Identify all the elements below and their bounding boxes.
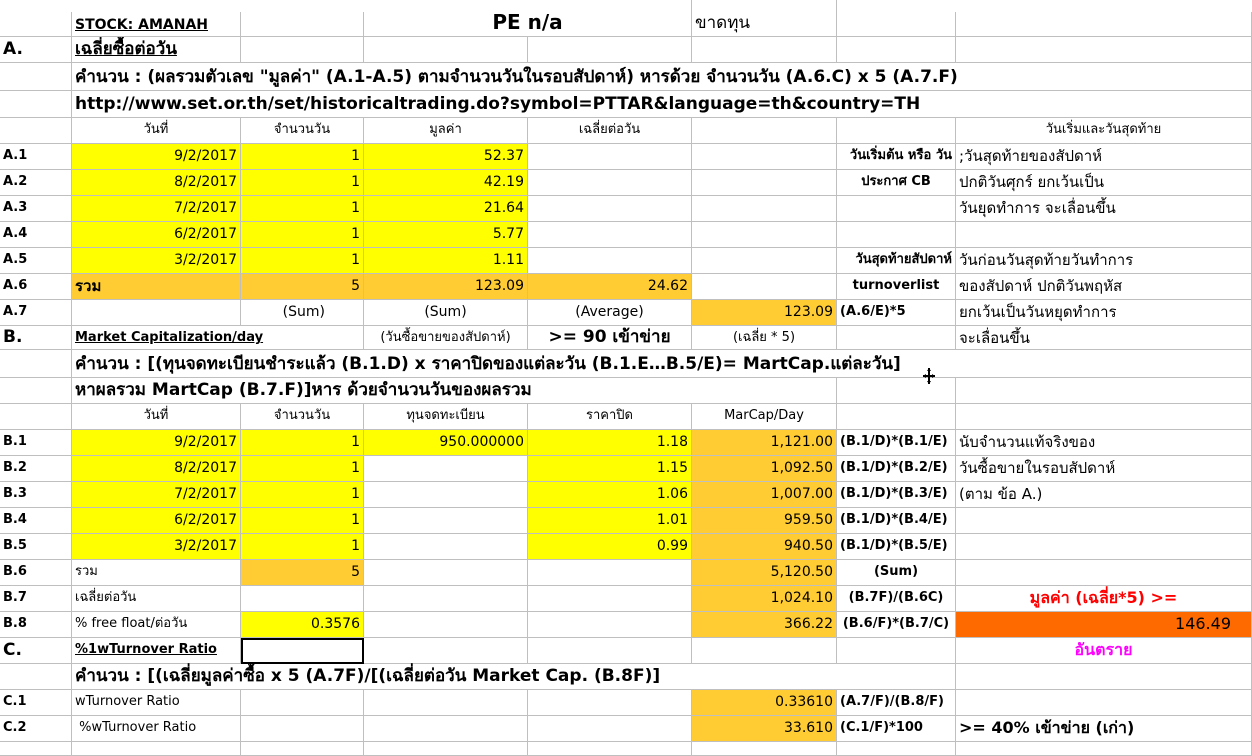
cell[interactable] — [837, 12, 956, 37]
cell[interactable] — [956, 664, 1252, 690]
col-header-date[interactable]: วันที่ — [72, 118, 241, 144]
section-c-code[interactable]: C. — [0, 638, 72, 664]
row-id[interactable]: B.7 — [0, 586, 72, 612]
cell[interactable] — [241, 37, 364, 63]
days-cell[interactable]: 1 — [241, 170, 364, 196]
formula-label[interactable]: (B.1/D)*(B.5/E) — [837, 534, 956, 560]
col-header-avg[interactable]: เฉลี่ยต่อวัน — [528, 118, 692, 144]
sum-label[interactable]: (Sum) — [241, 300, 364, 326]
value-cell[interactable]: 1.11 — [364, 248, 528, 274]
cell[interactable] — [692, 170, 837, 196]
cell[interactable] — [956, 37, 1252, 63]
cell[interactable] — [837, 326, 956, 350]
row-id[interactable]: C.1 — [0, 690, 72, 716]
side-label[interactable]: วันสุดท้ายสัปดาห์ — [837, 248, 956, 274]
selected-cell[interactable] — [241, 638, 364, 664]
col-header-date[interactable]: วันที่ — [72, 404, 241, 430]
formula-label[interactable]: (B.1/D)*(B.3/E) — [837, 482, 956, 508]
cell[interactable] — [364, 456, 528, 482]
cell[interactable] — [0, 91, 72, 118]
note-text[interactable]: จะเลื่อนขึ้น — [956, 326, 1252, 350]
cell[interactable] — [692, 118, 837, 144]
formula-label[interactable]: (A.7/F)/(B.8/F) — [837, 690, 956, 716]
close-price-cell[interactable]: 0.99 — [528, 534, 692, 560]
formula-label[interactable]: (B.1/D)*(B.4/E) — [837, 508, 956, 534]
row-id[interactable]: B.6 — [0, 560, 72, 586]
note-text[interactable]: นับจำนวนแท้จริงของ — [956, 430, 1252, 456]
total-days[interactable]: 5 — [241, 560, 364, 586]
cell[interactable] — [692, 742, 837, 756]
danger-label[interactable]: อันตราย — [956, 638, 1252, 664]
cell[interactable] — [364, 482, 528, 508]
cell[interactable] — [0, 12, 72, 37]
note-text[interactable]: วันก่อนวันสุดท้ายวันทำการ — [956, 248, 1252, 274]
cell[interactable] — [528, 716, 692, 742]
cell[interactable] — [837, 222, 956, 248]
cell[interactable] — [72, 300, 241, 326]
col-header-note[interactable]: วันเริ่มและวันสุดท้าย — [956, 118, 1252, 144]
stock-label[interactable]: STOCK: AMANAH — [72, 12, 241, 37]
cell[interactable] — [956, 222, 1252, 248]
source-url[interactable]: http://www.set.or.th/set/historicaltrading.do?symbol=PTTAR&language=th&country=TH — [72, 91, 1252, 118]
cell[interactable] — [364, 716, 528, 742]
close-price-cell[interactable]: 1.18 — [528, 430, 692, 456]
note-text[interactable]: วันยุดทำการ จะเลื่อนขึ้น — [956, 196, 1252, 222]
formula-label[interactable]: (B.6/F)*(B.7/C) — [837, 612, 956, 638]
col-header-value[interactable]: มูลค่า — [364, 118, 528, 144]
cell[interactable] — [692, 274, 837, 300]
date-cell[interactable]: 9/2/2017 — [72, 144, 241, 170]
threshold-note[interactable]: (เฉลี่ย * 5) — [692, 326, 837, 350]
cell[interactable] — [528, 612, 692, 638]
cell[interactable] — [956, 690, 1252, 716]
value-cell[interactable]: 52.37 — [364, 144, 528, 170]
cell[interactable] — [956, 508, 1252, 534]
days-cell[interactable]: 1 — [241, 196, 364, 222]
cell[interactable] — [837, 37, 956, 63]
marcap-cell[interactable]: 940.50 — [692, 534, 837, 560]
days-cell[interactable]: 1 — [241, 222, 364, 248]
close-price-cell[interactable]: 1.15 — [528, 456, 692, 482]
cell[interactable] — [692, 248, 837, 274]
section-b-formula-2[interactable]: หาผลรวม MartCap (B.7.F)]หาร ด้วยจำนวนวันของผลรวม — [72, 378, 837, 404]
cell[interactable] — [0, 63, 72, 91]
section-b-title[interactable]: Market Capitalization/day — [72, 326, 364, 350]
total-label[interactable]: รวม — [72, 274, 241, 300]
row-id[interactable]: A.5 — [0, 248, 72, 274]
cell[interactable] — [528, 222, 692, 248]
row-id[interactable]: A.6 — [0, 274, 72, 300]
formula-label[interactable]: (B.1/D)*(B.2/E) — [837, 456, 956, 482]
sum-label[interactable]: (Sum) — [364, 300, 528, 326]
side-label[interactable]: turnoverlist — [837, 274, 956, 300]
cell[interactable] — [956, 560, 1252, 586]
cell[interactable] — [528, 560, 692, 586]
pe-ratio[interactable]: PE n/a — [364, 0, 692, 37]
warning-label[interactable]: มูลค่า (เฉลี่ย*5) >= — [956, 586, 1252, 612]
days-cell[interactable]: 1 — [241, 144, 364, 170]
cell[interactable] — [528, 742, 692, 756]
ratio-label[interactable]: wTurnover Ratio — [72, 690, 241, 716]
cell[interactable] — [956, 378, 1252, 404]
cell[interactable] — [0, 664, 72, 690]
cell[interactable] — [837, 118, 956, 144]
average-label[interactable]: เฉลี่ยต่อวัน — [72, 586, 241, 612]
section-a-code[interactable]: A. — [0, 37, 72, 63]
days-cell[interactable]: 1 — [241, 508, 364, 534]
row-id[interactable]: C.2 — [0, 716, 72, 742]
col-header-marcap[interactable]: MarCap/Day — [692, 404, 837, 430]
date-cell[interactable]: 8/2/2017 — [72, 456, 241, 482]
value-cell[interactable]: 5.77 — [364, 222, 528, 248]
marcap-cell[interactable]: 1,121.00 — [692, 430, 837, 456]
value-cell[interactable]: 21.64 — [364, 196, 528, 222]
cell[interactable] — [528, 586, 692, 612]
cell[interactable] — [0, 118, 72, 144]
section-a-title[interactable]: เฉลี่ยซื้อต่อวัน — [72, 37, 241, 63]
section-b-subtitle[interactable]: (วันซื้อขายของสัปดาห์) — [364, 326, 528, 350]
cell[interactable] — [0, 742, 72, 756]
row-id[interactable]: A.3 — [0, 196, 72, 222]
note-text[interactable]: ;วันสุดท้ายของสัปดาห์ — [956, 144, 1252, 170]
formula-label[interactable]: (A.6/E)*5 — [837, 300, 956, 326]
formula-label[interactable]: (B.1/D)*(B.1/E) — [837, 430, 956, 456]
col-header-days[interactable]: จำนวนวัน — [241, 118, 364, 144]
cell[interactable] — [692, 638, 837, 664]
cell[interactable] — [364, 586, 528, 612]
ratio-percent-value[interactable]: 33.610 — [692, 716, 837, 742]
date-cell[interactable]: 6/2/2017 — [72, 222, 241, 248]
side-label[interactable]: วันเริ่มต้น หรือ วัน — [837, 144, 956, 170]
date-cell[interactable]: 8/2/2017 — [72, 170, 241, 196]
cell[interactable] — [364, 508, 528, 534]
cell[interactable] — [692, 144, 837, 170]
value-cell[interactable]: 42.19 — [364, 170, 528, 196]
cell[interactable] — [241, 690, 364, 716]
cell[interactable] — [956, 742, 1252, 756]
free-float-value[interactable]: 0.3576 — [241, 612, 364, 638]
date-cell[interactable]: 6/2/2017 — [72, 508, 241, 534]
section-a-formula[interactable]: คำนวน : (ผลรวมตัวเลข "มูลค่า" (A.1-A.5) ตามจำนวนวันในรอบสัปดาห์) หารด้วย จำนวนวัน (A.6.C) x 5 (A.7.F) — [72, 63, 1252, 91]
marcap-cell[interactable]: 1,092.50 — [692, 456, 837, 482]
close-price-cell[interactable]: 1.06 — [528, 482, 692, 508]
date-cell[interactable]: 7/2/2017 — [72, 482, 241, 508]
side-label[interactable]: ประกาศ CB — [837, 170, 956, 196]
move-cursor-icon — [922, 367, 936, 385]
cell[interactable] — [528, 170, 692, 196]
free-float-marcap[interactable]: 366.22 — [692, 612, 837, 638]
cell[interactable] — [528, 638, 692, 664]
row-id[interactable]: B.4 — [0, 508, 72, 534]
threshold-result[interactable]: 146.49 — [956, 612, 1252, 638]
cell[interactable] — [692, 222, 837, 248]
row-id[interactable]: A.2 — [0, 170, 72, 196]
date-cell[interactable]: 7/2/2017 — [72, 196, 241, 222]
row-id[interactable]: B.3 — [0, 482, 72, 508]
cell[interactable] — [528, 690, 692, 716]
cell[interactable] — [692, 196, 837, 222]
average-label[interactable]: (Average) — [528, 300, 692, 326]
cell[interactable] — [528, 196, 692, 222]
note-text[interactable]: ของสัปดาห์ ปกติวันพฤหัส — [956, 274, 1252, 300]
cell[interactable] — [364, 612, 528, 638]
cell[interactable] — [241, 12, 364, 37]
cell[interactable] — [692, 37, 837, 63]
threshold-label[interactable]: >= 90 เข้าข่าย — [528, 326, 692, 350]
days-cell[interactable]: 1 — [241, 534, 364, 560]
free-float-label[interactable]: % free float/ต่อวัน — [72, 612, 241, 638]
cell[interactable] — [364, 534, 528, 560]
formula-label[interactable]: (B.7F)/(B.6C) — [837, 586, 956, 612]
formula-label[interactable]: (Sum) — [837, 560, 956, 586]
row-id[interactable]: A.4 — [0, 222, 72, 248]
cell[interactable] — [837, 378, 956, 404]
section-b-code[interactable]: B. — [0, 326, 72, 350]
col-header-capital[interactable]: ทุนจดทะเบียน — [364, 404, 528, 430]
formula-label[interactable]: (C.1/F)*100 — [837, 716, 956, 742]
cell[interactable] — [528, 37, 692, 63]
average-value[interactable]: 24.62 — [528, 274, 692, 300]
days-cell[interactable]: 1 — [241, 456, 364, 482]
cell[interactable] — [364, 742, 528, 756]
cell[interactable] — [241, 586, 364, 612]
row-id[interactable]: A.7 — [0, 300, 72, 326]
marcap-cell[interactable]: 959.50 — [692, 508, 837, 534]
ratio-label[interactable]: %wTurnover Ratio — [72, 716, 241, 742]
date-cell[interactable]: 3/2/2017 — [72, 248, 241, 274]
capital-cell[interactable]: 950.000000 — [364, 430, 528, 456]
close-price-cell[interactable]: 1.01 — [528, 508, 692, 534]
days-cell[interactable]: 1 — [241, 248, 364, 274]
total-days[interactable]: 5 — [241, 274, 364, 300]
note-text[interactable]: วันซื้อขายในรอบสัปดาห์ — [956, 456, 1252, 482]
row-id[interactable]: B.1 — [0, 430, 72, 456]
section-b-formula[interactable]: คำนวน : [(ทุนจดทะเบียนชำระแล้ว (B.1.D) x ราคาปิดของแต่ละวัน (B.1.E…B.5/E)= MartCap.แต่ละวัน] — [72, 350, 1252, 378]
cell[interactable] — [837, 196, 956, 222]
cell[interactable] — [837, 404, 956, 430]
cell[interactable] — [0, 404, 72, 430]
cell[interactable] — [364, 37, 528, 63]
row-id[interactable]: B.2 — [0, 456, 72, 482]
section-c-formula[interactable]: คำนวน : [(เฉลี่ยมูลค่าซื้อ x 5 (A.7F)/[(เฉลี่ยต่อวัน Market Cap. (B.8F)] — [72, 664, 956, 690]
cell[interactable] — [956, 404, 1252, 430]
cell[interactable] — [72, 742, 241, 756]
note-text[interactable]: ปกติวันศุกร์ ยกเว้นเป็น — [956, 170, 1252, 196]
date-cell[interactable]: 3/2/2017 — [72, 534, 241, 560]
marcap-average[interactable]: 1,024.10 — [692, 586, 837, 612]
status-label[interactable]: ขาดทุน — [692, 0, 837, 37]
marcap-total[interactable]: 5,120.50 — [692, 560, 837, 586]
row-id[interactable]: B.8 — [0, 612, 72, 638]
days-cell[interactable]: 1 — [241, 430, 364, 456]
cell[interactable] — [956, 12, 1252, 37]
col-header-days[interactable]: จำนวนวัน — [241, 404, 364, 430]
note-text[interactable]: (ตาม ข้อ A.) — [956, 482, 1252, 508]
cell[interactable] — [241, 716, 364, 742]
total-label[interactable]: รวม — [72, 560, 241, 586]
col-header-close[interactable]: ราคาปิด — [528, 404, 692, 430]
section-c-title[interactable]: %1wTurnover Ratio — [72, 638, 241, 664]
total-value[interactable]: 123.09 — [364, 274, 528, 300]
criteria-note[interactable]: >= 40% เข้าข่าย (เก่า) — [956, 716, 1252, 742]
weekly-total[interactable]: 123.09 — [692, 300, 837, 326]
cell[interactable] — [0, 350, 72, 378]
cell[interactable] — [956, 534, 1252, 560]
cell[interactable] — [528, 144, 692, 170]
cell[interactable] — [528, 248, 692, 274]
cell[interactable] — [364, 560, 528, 586]
row-id[interactable]: A.1 — [0, 144, 72, 170]
days-cell[interactable]: 1 — [241, 482, 364, 508]
cell[interactable] — [837, 638, 956, 664]
cell[interactable] — [364, 690, 528, 716]
row-id[interactable]: B.5 — [0, 534, 72, 560]
ratio-value[interactable]: 0.33610 — [692, 690, 837, 716]
marcap-cell[interactable]: 1,007.00 — [692, 482, 837, 508]
cell[interactable] — [241, 742, 364, 756]
note-text[interactable]: ยกเว้นเป็นวันหยุดทำการ — [956, 300, 1252, 326]
cell[interactable] — [837, 742, 956, 756]
date-cell[interactable]: 9/2/2017 — [72, 430, 241, 456]
cell[interactable] — [364, 638, 528, 664]
cell[interactable] — [0, 378, 72, 404]
